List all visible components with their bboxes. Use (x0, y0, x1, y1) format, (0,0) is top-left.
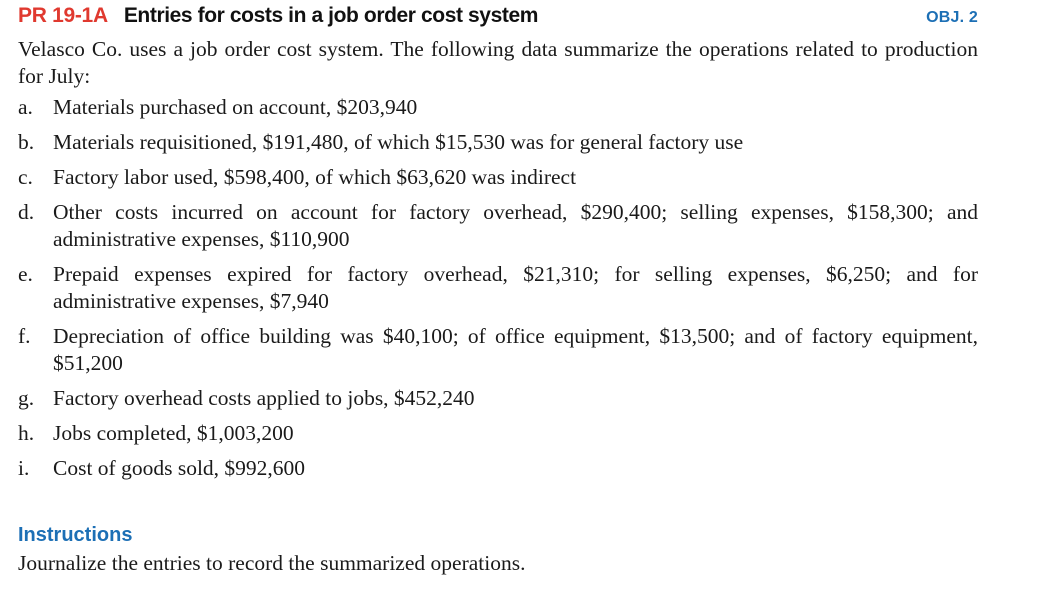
list-item (18, 164, 978, 191)
list-item (18, 385, 978, 412)
objective-label: OBJ. 2 (926, 9, 978, 26)
item-text: Materials purchased on account, $203,940 (53, 95, 418, 119)
item-letter: g. (18, 386, 35, 410)
item-letter: a. (18, 95, 33, 119)
item-text: Jobs completed, $1,003,200 (53, 421, 294, 445)
list-item (18, 199, 978, 253)
list-item (18, 420, 978, 447)
problem-number: PR 19-1A (18, 4, 108, 27)
item-letter: b. (18, 130, 35, 154)
problem-header (18, 4, 978, 34)
list-item (18, 261, 978, 315)
item-text: Prepaid expenses expired for factory overhead, $21,310; for selling expenses, $6,250; and for administrative expenses, $7,940 (53, 262, 978, 313)
item-letter: h. (18, 421, 35, 445)
problem-title: Entries for costs in a job order cost system (123, 4, 539, 27)
item-text: Factory labor used, $598,400, of which $63,620 was indirect (53, 165, 577, 189)
item-letter: c. (18, 165, 33, 189)
list-item (18, 323, 978, 377)
problem-document (18, 4, 978, 577)
item-text: Depreciation of office building was $40,100; of office equipment, $13,500; and of factory equipment, $51,200 (53, 324, 978, 375)
instructions-text: Journalize the entries to record the summarized operations. (18, 551, 526, 575)
list-item (18, 94, 978, 121)
item-letter: e. (18, 262, 33, 286)
item-letter: f. (18, 324, 31, 348)
problem-intro: Velasco Co. uses a job order cost system. The following data summarize the operations related to production for July: (18, 37, 978, 88)
item-text: Cost of goods sold, $992,600 (53, 456, 306, 480)
item-letter: d. (18, 200, 35, 224)
list-item (18, 129, 978, 156)
list-item (18, 455, 978, 482)
item-text: Materials requisitioned, $191,480, of which $15,530 was for general factory use (53, 130, 744, 154)
item-text: Other costs incurred on account for factory overhead, $290,400; selling expenses, $158,300; and administrative expenses, $110,900 (53, 200, 978, 251)
item-text: Factory overhead costs applied to jobs, $452,240 (53, 386, 475, 410)
instructions-heading: Instructions (18, 524, 133, 546)
transaction-list (18, 94, 978, 482)
item-letter: i. (18, 456, 30, 480)
